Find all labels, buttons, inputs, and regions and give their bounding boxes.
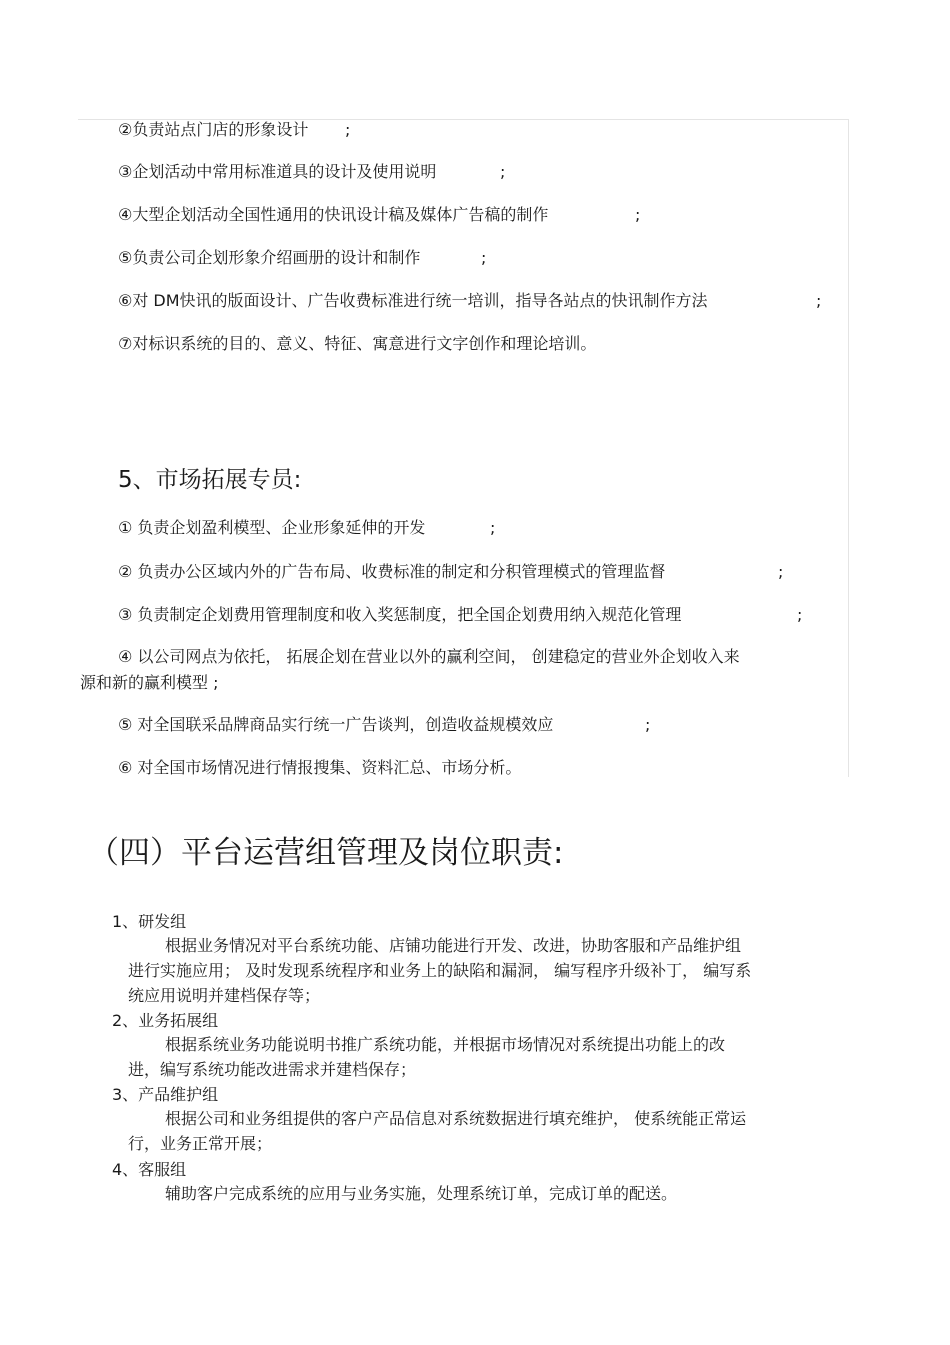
list-item: ③企划活动中常用标准道具的设计及使用说明 xyxy=(118,162,437,181)
list-item: ① 负责企划盈利模型、企业形象延伸的开发 xyxy=(118,518,426,537)
paragraph-line: 统应用说明并建档保存等； xyxy=(128,986,321,1005)
paragraph-line: 根据系统业务功能说明书推广系统功能，并根据市场情况对系统提出功能上的改 xyxy=(165,1035,726,1054)
group-heading: 4、客服组 xyxy=(112,1160,187,1179)
list-item: ④大型企划活动全国性通用的快讯设计稿及媒体广告稿的制作 xyxy=(118,205,549,224)
paragraph-line: 行，业务正常开展； xyxy=(128,1134,273,1153)
list-item: ⑥ 对全国市场情况进行情报搜集、资料汇总、市场分析。 xyxy=(118,758,522,777)
list-item-semicolon: ; xyxy=(500,162,506,181)
list-item-semicolon: ; xyxy=(635,205,641,224)
list-item: ⑦对标识系统的目的、意义、特征、寓意进行文字创作和理论培训。 xyxy=(118,334,597,353)
list-item-semicolon: ; xyxy=(345,120,351,139)
list-item-semicolon: ; xyxy=(481,248,487,267)
list-item: ⑤ 对全国联采品牌商品实行统一广告谈判，创造收益规模效应 xyxy=(118,715,554,734)
list-item-semicolon: ; xyxy=(645,715,651,734)
list-item: ② 负责办公区域内外的广告布局、收费标准的制定和分积管理模式的管理监督 xyxy=(118,562,666,581)
group-heading: 3、产品维护组 xyxy=(112,1085,219,1104)
list-item: ③ 负责制定企划费用管理制度和收入奖惩制度，把全国企划费用纳入规范化管理 xyxy=(118,605,682,624)
list-item: ⑥对 DM快讯的版面设计、广告收费标准进行统一培训，指导各站点的快讯制作方法 xyxy=(118,291,708,310)
list-item-semicolon: ; xyxy=(797,605,803,624)
group-heading: 1、研发组 xyxy=(112,912,187,931)
group-heading: 2、业务拓展组 xyxy=(112,1011,219,1030)
list-item: ④ 以公司网点为依托， 拓展企划在营业以外的赢利空间， 创建稳定的营业外企划收入来 xyxy=(118,647,740,666)
paragraph-line: 辅助客户完成系统的应用与业务实施，处理系统订单，完成订单的配送。 xyxy=(165,1184,678,1203)
section-heading: 5、市场拓展专员: xyxy=(118,467,302,493)
paragraph-line: 根据公司和业务组提供的客户产品信息对系统数据进行填充维护， 使系统能正常运 xyxy=(165,1109,747,1128)
paragraph-line: 进，编写系统功能改进需求并建档保存； xyxy=(128,1060,417,1079)
list-item-continuation: 源和新的赢利模型 ; xyxy=(80,673,219,692)
list-item-semicolon: ; xyxy=(816,291,822,310)
paragraph-line: 根据业务情况对平台系统功能、店铺功能进行开发、改进，协助客服和产品维护组 xyxy=(165,936,742,955)
list-item-semicolon: ; xyxy=(778,562,784,581)
list-item: ⑤负责公司企划形象介绍画册的设计和制作 xyxy=(118,248,421,267)
list-item: ②负责站点门店的形象设计 xyxy=(118,120,309,139)
list-item-semicolon: ; xyxy=(490,518,496,537)
paragraph-line: 进行实施应用； 及时发现系统程序和业务上的缺陷和漏洞， 编写程序升级补丁， 编写系 xyxy=(128,961,752,980)
section-heading: （四）平台运营组管理及岗位职责: xyxy=(88,835,564,871)
